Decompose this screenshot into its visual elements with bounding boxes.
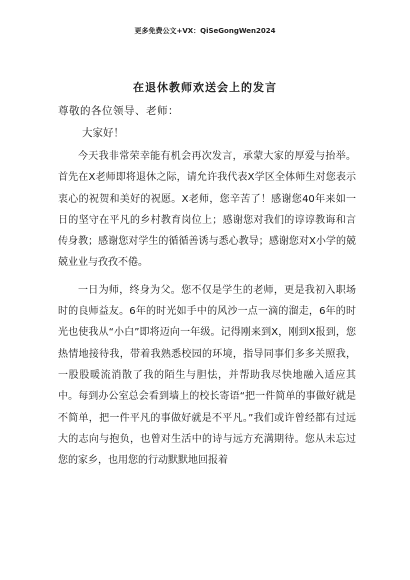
header-note: 更多免费公文+VX：QiSeGongWen2024 xyxy=(134,27,276,35)
greeting: 大家好！ xyxy=(82,127,124,139)
document-title: 在退休教师欢送会上的发言 xyxy=(133,81,277,94)
paragraph-mentor: 一日为师，终身为父。您不仅是学生的老师，更是我初入职场时的良师益友。6年的时光如手中的风沙一点一滴的溜走，6年的时光也使我从“小白”即将迈向一年级。记得刚来到X，刚到X报到，您热情地接待我，带着我熟悉校园的环境，指导同事们多多关照我，一股股暖流消散了我的陌生与胆怯，并帮助我尽快地融入适应其中。每到办公室总会看到墙上的校长寄语“把一件简单的事做好就是不简单，把一件平凡的事做好就是不平凡。”我们或许曾经都有过远大的志向与抱负，也曾对生活中的诗与远方充满期待。您从未忘过您的家乡，也用您的行动默默地回报着 xyxy=(58,284,356,467)
salutation: 尊敬的各位领导、老师： xyxy=(58,105,179,117)
speech-body xyxy=(58,146,356,477)
paragraph-gratitude: 今天我非常荣幸能有机会再次发言，承蒙大家的厚爱与抬举。首先在X老师即将退休之际，请允许我代表X学区全体师生对您表示衷心的祝贺和美好的祝愿。X老师，您辛苦了！感谢您40年来如一日的坚守在平凡的乡村教育岗位上；感谢您对我们的谆谆教诲和言传身教；感谢您对学生的循循善诱与悉心教导；感谢您对X小学的兢兢业业与孜孜不倦。 xyxy=(58,151,356,269)
